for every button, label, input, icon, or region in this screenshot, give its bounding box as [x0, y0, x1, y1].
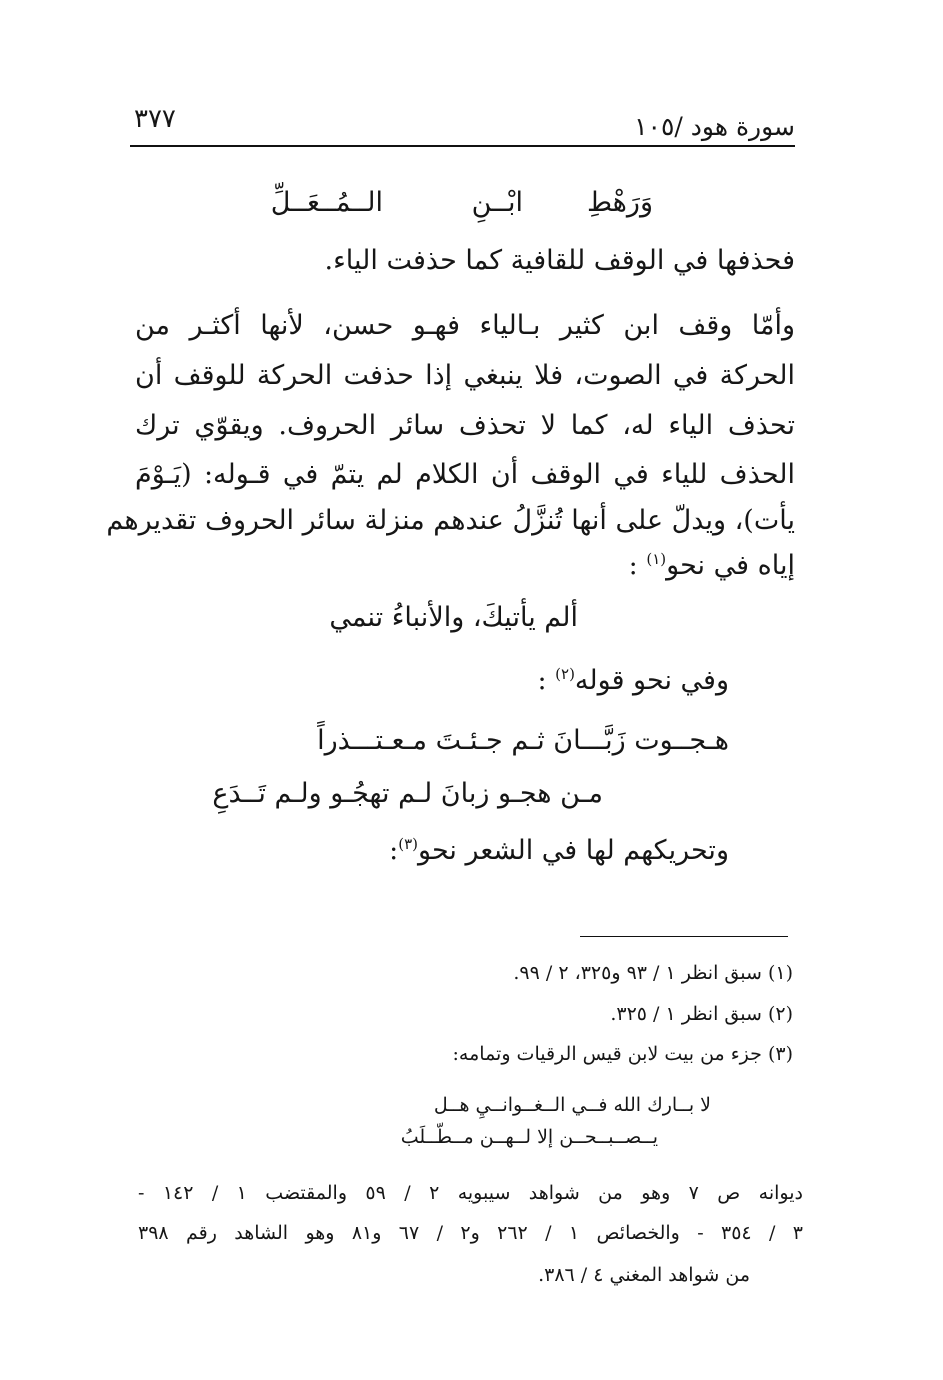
verse-line: هـجــوت زَبَّـــانَ ثـم جـئـتَ مـعـتـــذراً — [317, 725, 729, 756]
footnote-ref: (١) — [646, 550, 667, 568]
body-line — [389, 835, 729, 866]
header-rule — [130, 145, 795, 147]
body-line-text: وتحريكهم لها في الشعر نحو — [418, 835, 729, 866]
footnote-verse: لا بــارك الله فــي الــغــوانــيِ هــل — [433, 1094, 711, 1116]
paragraph-line: يأت)، ويدلّ على أنها تُنزَّلُ عندهم منزلة سائر الحروف تقديرهم — [106, 505, 795, 536]
verse-line: مـن هجـو زبانَ لـم تهجُـو ولـم تَــدَعِ — [212, 778, 603, 809]
verse-word: وَرَهْطِ — [587, 187, 653, 218]
verse-word: الــمُــعَــلِّ — [270, 187, 383, 218]
verse-line: ألم يأتيكَ، والأنباءُ تنمي — [329, 602, 578, 633]
paragraph-line: وأمّا وقف ابن كثير بـالياء فهـو حسن، لأنها أكثـر من — [135, 310, 795, 341]
footnote-ref: (٢) — [555, 665, 575, 683]
footnote-source-line: ديوانه ص ٧ وهو من شواهد سيبويه ٢ / ٥٩ والمقتضب ١ / ١٤٢ - — [138, 1182, 803, 1204]
body-line — [537, 665, 729, 696]
body-line-text: وفي نحو قوله — [574, 665, 729, 696]
footnote-source-line: ٣ / ٣٥٤ - والخصائص ١ / ٢٦٢ و٢ / ٦٧ و٨١ وهو الشاهد رقم ٣٩٨ — [138, 1222, 804, 1244]
footnote: (٣) جزء من بيت لابن قيس الرقيات وتمامه: — [452, 1043, 793, 1065]
footnote: (١) سبق انظر ١ / ٩٣ و٣٢٥، ٢ / ٩٩. — [513, 962, 793, 984]
footnote-source-line: من شواهد المغني ٤ / ٣٨٦. — [538, 1264, 750, 1286]
colon: : — [537, 665, 547, 696]
paragraph-line: الحركة في الصوت، فلا ينبغي إذا حذفت الحركة للوقف أن — [135, 360, 795, 391]
paragraph-line: الحذف للياء في الوقف أن الكلام لم يتمّ في قـوله: (يَـوْمَ — [135, 459, 795, 490]
colon: : — [389, 835, 399, 866]
verse-word: ابْــنِ — [471, 187, 523, 218]
footnote-rule — [580, 936, 788, 937]
body-line: فحذفها في الوقف للقافية كما حذفت الياء. — [324, 245, 795, 276]
footnote-verse: يــصــبــحــن إلا لــهــن مــطّــلَبُ — [400, 1126, 658, 1148]
paragraph-line: تحذف الياء له، كما لا تحذف سائر الحروف. ويقوّي ترك — [135, 410, 795, 441]
page-number: ٣٧٧ — [134, 104, 176, 134]
colon: : — [628, 550, 638, 581]
paragraph-last-text: إياه في نحو — [666, 550, 795, 581]
paragraph-line — [629, 550, 795, 581]
running-header-title: سورة هود /١٠٥ — [634, 112, 795, 141]
footnote: (٢) سبق انظر ١ / ٣٢٥. — [610, 1003, 793, 1025]
footnote-ref: (٣) — [398, 835, 418, 853]
